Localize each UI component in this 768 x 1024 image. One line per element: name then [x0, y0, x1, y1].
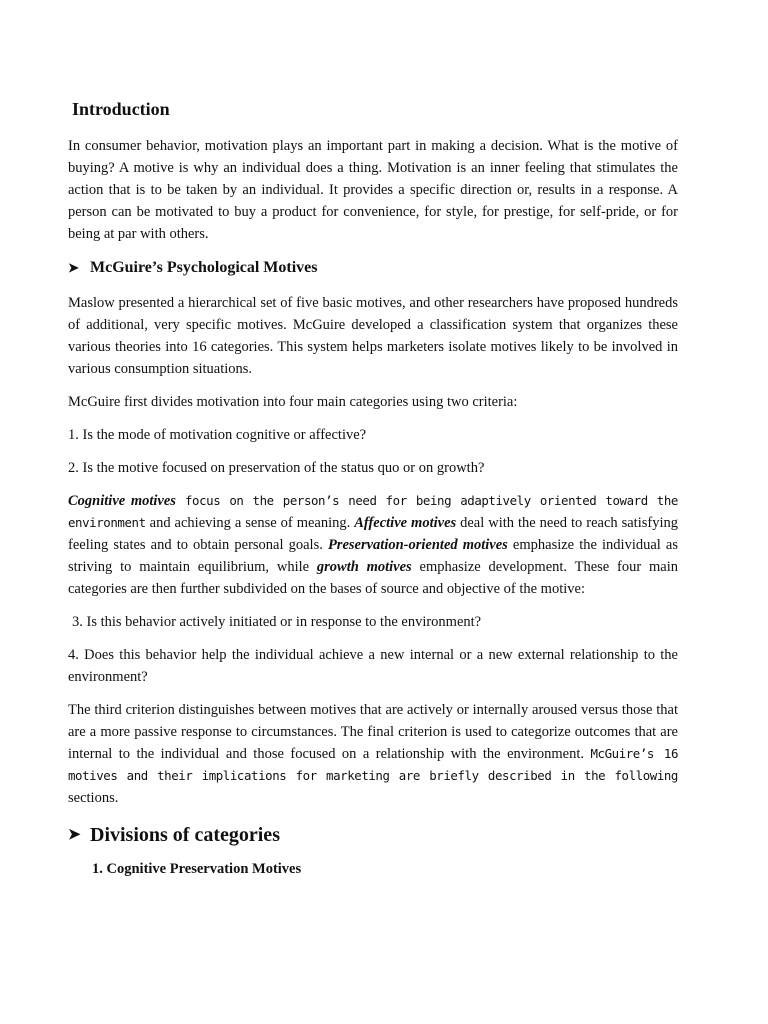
motives-definitions-paragraph — [68, 490, 678, 600]
text-segment: McGuire’s 16 motives and their implications for marketing are briefly described in the following — [68, 746, 679, 783]
criterion-question-4: 4. Does this behavior help the individual achieve a new internal or a new external relationship to the environment? — [68, 647, 678, 685]
term-affective-motives: Affective motives — [354, 515, 457, 531]
mcguire-heading-text: McGuire’s Psychological Motives — [90, 259, 318, 276]
text-segment: and achieving a sense of meaning. — [145, 515, 355, 531]
mcguire-paragraph-2: McGuire first divides motivation into four main categories using two criteria: — [68, 394, 518, 410]
criterion-question-2: 2. Is the motive focused on preservation of the status quo or on growth? — [68, 460, 485, 476]
term-growth-motives: growth motives — [316, 559, 412, 575]
mcguire-heading — [68, 256, 678, 280]
term-preservation-oriented-motives: Preservation-oriented motives — [327, 537, 508, 553]
mcguire-paragraph-1: Maslow presented a hierarchical set of five basic motives, and other researchers have proposed hundreds of additional, very specific motives. McGuire developed a classification system that organizes these various theories into 16 categories. This system helps marketers isolate motives likely to be involved in various consumption situations. — [68, 295, 678, 377]
subheading-cognitive-preservation: 1. Cognitive Preservation Motives — [92, 861, 302, 877]
text-segment: emphasize development. These four main categories are then further subdivided on the bases of source and objective of the motive: — [68, 559, 678, 597]
arrowhead-bullet-icon: ➤ — [68, 260, 79, 275]
text-segment: The third criterion distinguishes between motives that are actively or internally aroused versus those that are a more passive response to circumstances. The final criterion is used to categorize outcomes that are internal to the individual and those focused on a relationship with the environment. — [68, 702, 678, 762]
arrowhead-bullet-icon: ➤ — [68, 827, 81, 843]
divisions-heading — [68, 820, 678, 850]
criterion-question-3: 3. Is this behavior actively initiated or in response to the environment? — [72, 614, 482, 630]
divisions-heading-text: Divisions of categories — [90, 824, 280, 846]
introduction-heading: Introduction — [72, 99, 170, 119]
term-cognitive-motives: Cognitive motives — [68, 493, 176, 509]
document-page — [68, 96, 678, 880]
introduction-paragraph: In consumer behavior, motivation plays an important part in making a decision. What is the motive of buying? A motive is why an individual does a thing. Motivation is an inner feeling that stimulates the action that is to be taken by an individual. It provides a specific direction or, results in a response. A person can be motivated to buy a product for convenience, for style, for prestige, for self-pride, or for being at par with others. — [68, 138, 678, 242]
criteria-explanation-paragraph — [68, 699, 678, 809]
criterion-question-1: 1. Is the mode of motivation cognitive or affective? — [68, 427, 367, 443]
text-segment: deal with the need to reach satisfying feeling states and to obtain personal goals. — [68, 515, 678, 553]
text-segment: emphasize the individual as striving to maintain equilibrium, while — [68, 537, 678, 575]
text-segment: sections. — [68, 790, 119, 806]
text-segment: focus on the person’s need for being adaptively oriented toward the environment — [68, 493, 678, 530]
